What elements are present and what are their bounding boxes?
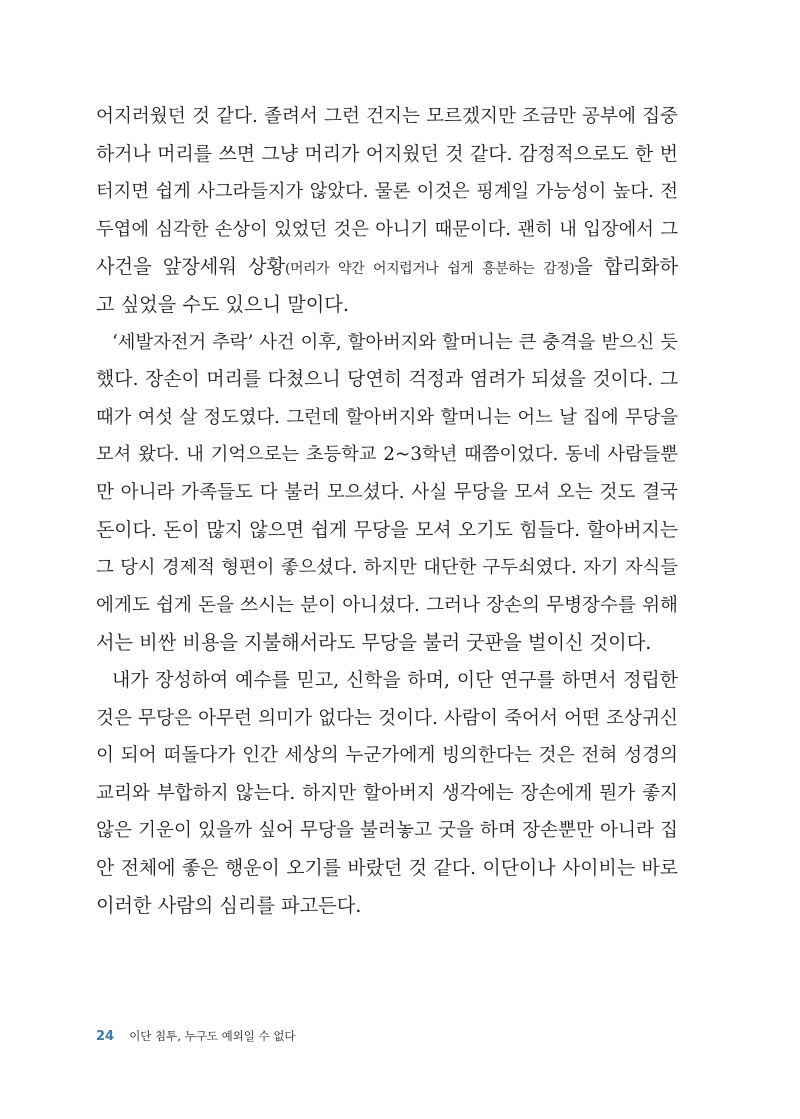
- text-segment: 사건을 앞장세워 상황: [96, 255, 286, 279]
- body-text: [96, 98, 678, 925]
- running-title: 이단 침투, 누구도 예외일 수 없다: [129, 1029, 296, 1043]
- text-line: 하거나 머리를 쓰면 그냥 머리가 어지웠던 것 같다. 감정적으로도 한 번: [96, 142, 678, 165]
- text-line: 않은 기운이 있을까 싶어 무당을 불러놓고 굿을 하며 장손뿐만 아니라 집: [96, 820, 678, 842]
- text-line: 교리와 부합하지 않는다. 하지만 할아버지 생각에는 장손에게 뭔가 좋지: [96, 782, 678, 804]
- text-line: 터지면 쉽게 사그라들지가 않았다. 물론 이것은 핑계일 가능성이 높다. 전: [96, 181, 678, 203]
- text-line: 내가 장성하여 예수를 믿고, 신학을 하며, 이단 연구를 하면서 정립한: [112, 668, 678, 691]
- text-line: 그 당시 경제적 형편이 좋으셨다. 하지만 대단한 구두쇠였다. 자기 자식들: [96, 557, 678, 579]
- text-line: 이러한 사람의 심리를 파고든다.: [96, 894, 362, 918]
- text-line: 어지러웠던 것 같다. 졸려서 그런 건지는 모르겠지만 조금만 공부에 집중: [96, 106, 678, 127]
- text-line: 때가 여섯 살 정도였다. 그런데 할아버지와 할머니는 어느 날 집에 무당을: [96, 406, 678, 428]
- page-number: 24: [96, 1029, 115, 1044]
- text-line: ‘세발자전거 추락’ 사건 이후, 할아버지와 할머니는 큰 충격을 받으신 듯: [112, 331, 678, 353]
- text-line: 했다. 장손이 머리를 다쳤으니 당연히 걱정과 염려가 되셨을 것이다. 그: [96, 368, 678, 391]
- text-segment: 을 합리화하: [574, 255, 679, 279]
- text-line: 에게도 쉽게 돈을 쓰시는 분이 아니셨다. 그러나 장손의 무병장수를 위해: [96, 594, 678, 616]
- page-footer: [96, 1024, 296, 1046]
- text-line: 고 싶었을 수도 있으니 말이다.: [96, 292, 349, 316]
- text-line: 돈이다. 돈이 많지 않으면 쉽게 무당을 모셔 오기도 힘들다. 할아버지는: [96, 518, 678, 541]
- text-line: 만 아니라 가족들도 다 불러 모으셨다. 사실 무당을 모셔 오는 것도 결국: [96, 481, 678, 503]
- parenthetical-note: (머리가 약간 어지럽거나 쉽게 흥분하는 감정): [285, 261, 575, 278]
- text-line: 모셔 왔다. 내 기억으로는 초등학교 2~3학년 때쯤이었다. 동네 사람들뿐: [96, 444, 678, 466]
- text-line: 것은 무당은 아무런 의미가 없다는 것이다. 사람이 죽어서 어떤 조상귀신: [96, 707, 678, 729]
- text-line: [96, 248, 678, 286]
- text-line: 안 전체에 좋은 행운이 오기를 바랐던 것 같다. 이단이나 사이비는 바로: [96, 856, 678, 879]
- text-line: 서는 비싼 비용을 지불해서라도 무당을 불러 굿판을 벌이신 것이다.: [96, 631, 652, 655]
- text-line: 두엽에 심각한 손상이 있었던 것은 아니기 때문이다. 괜히 내 입장에서 그: [96, 218, 678, 240]
- text-line: 이 되어 떠돌다가 인간 세상의 누군가에게 빙의한다는 것은 전혀 성경의: [96, 745, 678, 767]
